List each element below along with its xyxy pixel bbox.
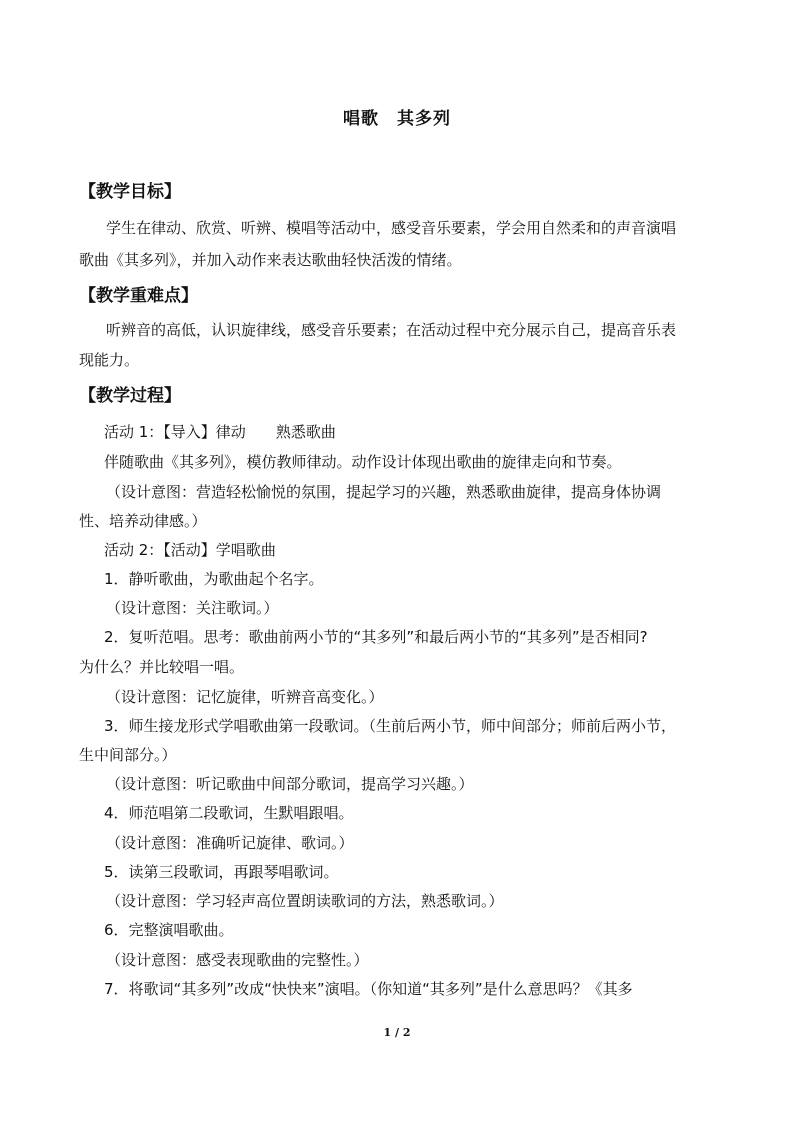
goals-line-1: 学生在律动、欣赏、听辨、模唱等活动中，感受音乐要素，学会用自然柔和的声音演唱 <box>106 219 677 237</box>
process-line-16: 5．读第三段歌词，再跟琴唱歌词。 <box>104 863 339 881</box>
process-line-4: 性、培养动律感。） <box>79 512 207 530</box>
process-line-8: 2．复听范唱。思考：歌曲前两小节的“其多列”和最后两小节的“其多列”是否相同? <box>104 628 648 646</box>
process-line-10: （设计意图：记忆旋律，听辨音高变化。） <box>106 688 384 706</box>
process-line-13: （设计意图：听记歌曲中间部分歌词，提高学习兴趣。） <box>106 775 474 793</box>
process-line-15: （设计意图：准确听记旋律、歌词。） <box>106 834 354 852</box>
process-line-18: 6．完整演唱歌曲。 <box>104 921 234 939</box>
key-points-line-1: 听辨音的高低，认识旋律线，感受音乐要素；在活动过程中充分展示自己，提高音乐表 <box>106 321 677 339</box>
process-line-2: 伴随歌曲《其多列》，模仿教师律动。动作设计体现出歌曲的旋律走向和节奏。 <box>104 453 622 471</box>
section-heading-goals: 【教学目标】 <box>79 182 181 202</box>
process-line-11: 3．师生接龙形式学唱歌曲第一段歌词。（生前后两小节，师中间部分；师前后两小节， <box>104 717 677 735</box>
key-points-line-2: 现能力。 <box>79 351 140 369</box>
goals-line-2: 歌曲《其多列》，并加入动作来表达歌曲轻快活泼的情绪。 <box>79 251 462 269</box>
process-line-3: （设计意图：营造轻松愉悦的氛围，提起学习的兴趣，熟悉歌曲旋律，提高身体协调 <box>106 483 662 501</box>
process-line-12: 生中间部分。） <box>79 746 177 764</box>
process-line-17: （设计意图：学习轻声高位置朗读歌词的方法，熟悉歌词。） <box>106 892 504 910</box>
process-line-7: （设计意图：关注歌词。） <box>106 599 279 617</box>
process-line-6: 1．静听歌曲，为歌曲起个名字。 <box>104 570 324 588</box>
page-number: 1 / 2 <box>383 1026 411 1039</box>
process-line-9: 为什么？并比较唱一唱。 <box>79 658 245 676</box>
section-heading-key-points: 【教学重难点】 <box>79 286 198 306</box>
process-line-1: 活动 1：【导入】律动 熟悉歌曲 <box>104 423 336 441</box>
process-line-5: 活动 2：【活动】学唱歌曲 <box>104 541 276 559</box>
section-heading-process: 【教学过程】 <box>79 386 181 406</box>
process-line-20: 7．将歌词“其多列”改成“快快来”演唱。（你知道“其多列”是什么意思吗？《其多 <box>104 980 633 998</box>
document-title: 唱歌 其多列 <box>343 109 451 129</box>
process-line-14: 4．师范唱第二段歌词，生默唱跟唱。 <box>104 804 354 822</box>
process-line-19: （设计意图：感受表现歌曲的完整性。） <box>106 951 369 969</box>
